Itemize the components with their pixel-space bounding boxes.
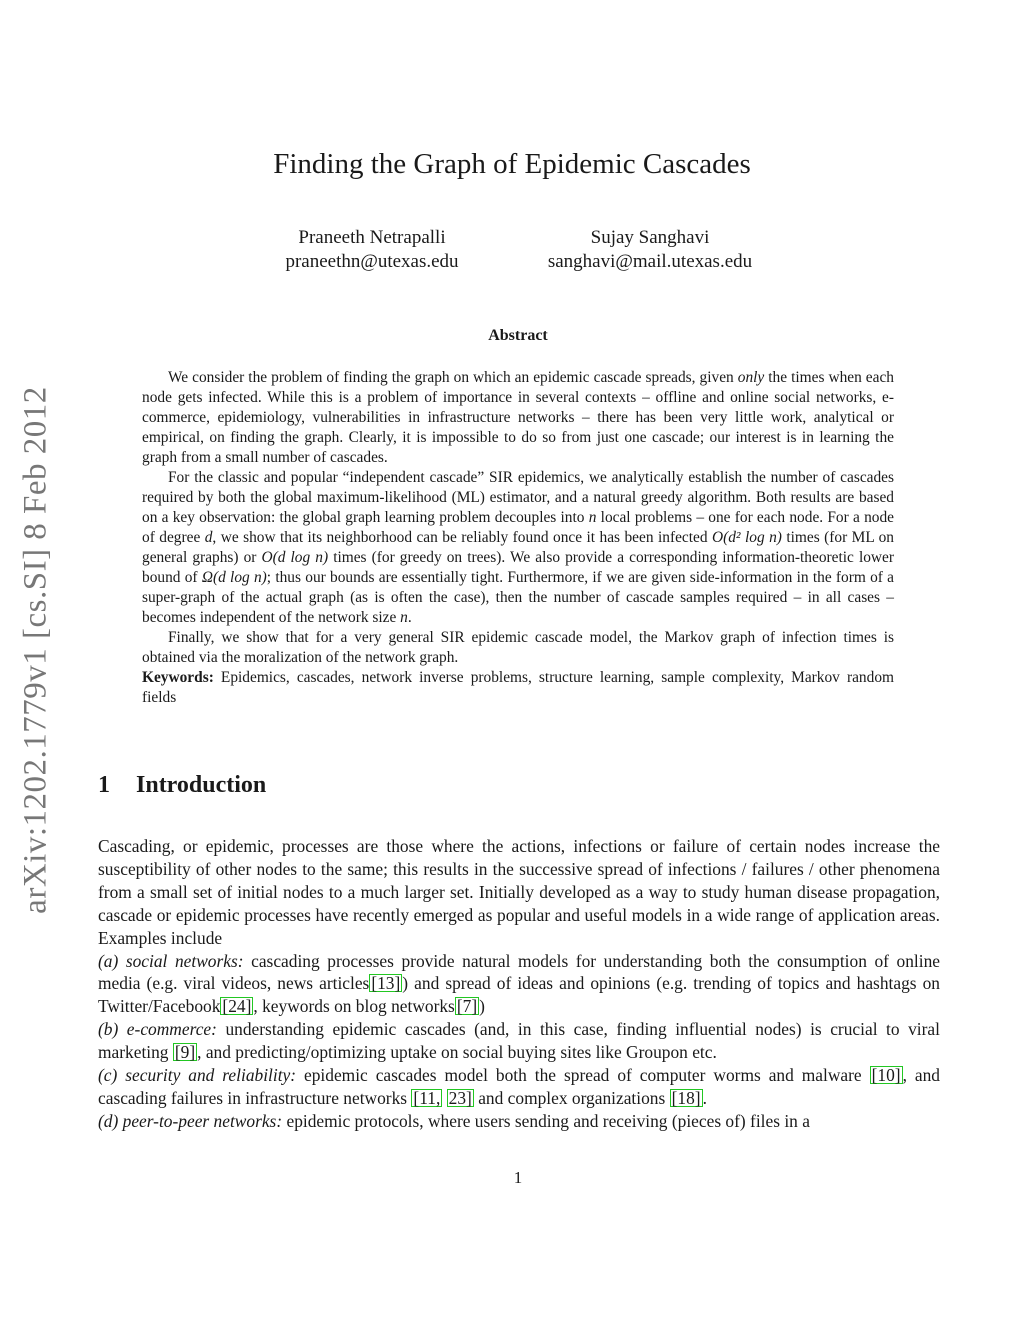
paper-title: Finding the Graph of Epidemic Cascades [273, 148, 751, 180]
intro-paragraph: Cascading, or epidemic, processes are those where the actions, infections or failure of certain nodes increase the susceptibility of other nodes to the same; this results in the successive spread of infections / failures / other phenomena from a small set of initial nodes to a much larger set. Initially developed as a way to study human disease propagation, cascade or epidemic processes have recently emerged as popular and useful models in a wide range of application areas. Examples include [98, 836, 940, 948]
abstract-paragraph: For the classic and popular “independent cascade” SIR epidemics, we analytically establish the number of cascades required by both the global maximum-likelihood (ML) estimator, and a natural greedy algorithm. Both results are based on a key observation: the global graph learning problem decouples into n local problems – one for each node. For a node of degree d, we show that its neighborhood can be reliably found once it has been infected O(d² log n) times (for ML on general graphs) or O(d log n) times (for greedy on trees). We also provide a corresponding information-theoretic lower bound of Ω(d log n); thus our bounds are essentially tight. Furthermore, if we are given side-information in the form of a super-graph of the actual graph (as is often the case), then the number of cascade samples required – in all cases – becomes independent of the network size n. [142, 469, 895, 626]
abstract-paragraph: We consider the problem of finding the graph on which an epidemic cascade spreads, given only the times when each node gets infected. While this is a problem of importance in several contexts – offline and online social networks, e-commerce, epidemiology, vulnerabilities in infrastructure networks – there has been very little work, analytical or empirical, on finding the graph. Clearly, it is impossible to do so from just one cascade; our interest is in learning the graph from a small number of cascades. [142, 369, 894, 466]
author-name: Praneeth Netrapalli [298, 227, 446, 248]
citation[interactable]: [7] [456, 996, 478, 1017]
citation[interactable]: [13] [371, 973, 401, 994]
keywords: Keywords: Epidemics, cascades, network inverse problems, structure learning, sample complexity, Markov random fields [142, 669, 894, 706]
author-1 [262, 226, 482, 274]
page-number: 1 [513, 1168, 523, 1187]
example-social-networks: (a) social networks: cascading processes provide natural models for understanding both the consumption of online media (e.g. viral videos, news articles [13] ) and spread of ideas and opinions (e.g. trending of topics and hashtags on Twitter/Facebook [24] , keywords on blog networks [7] ) [98, 950, 940, 1017]
abstract-body [142, 368, 894, 708]
citation[interactable]: [11, [413, 1087, 441, 1108]
arxiv-id[interactable]: arXiv:1202.1779v1 [cs.SI] 8 Feb 2012 [17, 386, 54, 914]
citation[interactable]: 23] [448, 1087, 472, 1108]
example-security: (c) security and reliability: epidemic cascades model both the spread of computer worms and malware [10] , and cascading failures in infrastructure networks [11, 23] and complex organizations [18] . [98, 1065, 940, 1108]
abstract-heading: Abstract [488, 327, 548, 344]
author-2 [520, 226, 780, 274]
section-title: Introduction [136, 772, 267, 798]
author-name: Sujay Sanghavi [590, 227, 710, 248]
section-number: 1 [98, 772, 110, 798]
author-email: sanghavi@mail.utexas.edu [547, 251, 753, 272]
abstract-paragraph: Finally, we show that for a very general SIR epidemic cascade model, the Markov graph of infection times is obtained via the moralization of the network graph. [142, 629, 894, 666]
author-email: praneethn@utexas.edu [285, 251, 459, 272]
citation[interactable]: [10] [871, 1065, 901, 1086]
example-p2p: (d) peer-to-peer networks: epidemic protocols, where users sending and receiving (pieces of) files in a [98, 1110, 810, 1131]
intro-body [98, 835, 940, 1133]
example-e-commerce: (b) e-commerce: understanding epidemic cascades (and, in this case, finding influential nodes) is crucial to viral marketing [9] , and predicting/optimizing uptake on social buying sites like Groupon etc. [98, 1019, 940, 1063]
citation[interactable]: [18] [671, 1087, 701, 1108]
citation[interactable]: [24] [222, 996, 252, 1017]
keywords-label: Keywords: [142, 669, 214, 686]
section-heading [98, 772, 266, 799]
citation[interactable]: [9] [174, 1042, 196, 1063]
